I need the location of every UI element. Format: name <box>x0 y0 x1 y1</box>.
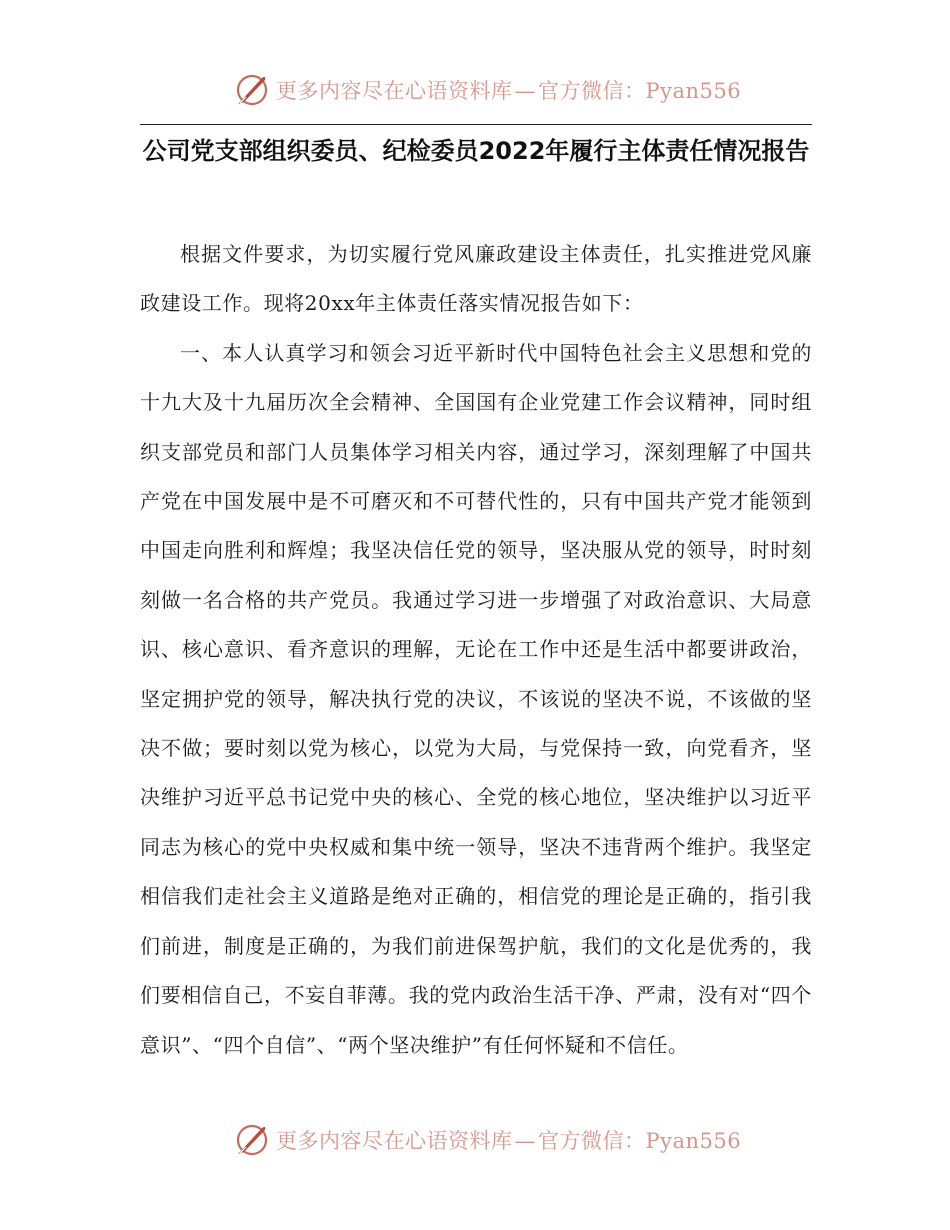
quill-logo-icon <box>232 70 272 110</box>
banner-wechat-id: Pyan556 <box>645 79 742 103</box>
document-title: 公司党支部组织委员、纪检委员2022年履行主体责任情况报告 <box>142 137 810 165</box>
banner-separator: — <box>514 79 536 103</box>
quill-logo-icon <box>232 1120 272 1160</box>
footer-banner <box>232 1120 752 1160</box>
banner-library-text: 更多内容尽在心语资料库 <box>276 79 513 103</box>
banner-wechat-label: 官方微信： <box>538 1129 646 1153</box>
paragraph-intro: 根据文件要求，为切实履行党风廉政建设主体责任，扎实推进党风廉政建设工作。现将20xx年主体责任落实情况报告如下： <box>140 242 812 316</box>
banner-text <box>276 1125 741 1155</box>
banner-wechat-label: 官方微信： <box>538 79 646 103</box>
banner-text <box>276 75 741 105</box>
paragraph-section-one: 一、本人认真学习和领会习近平新时代中国特色社会主义思想和党的十九大及十九届历次全会精神、全国国有企业党建工作会议精神，同时组织支部党员和部门人员集体学习相关内容，通过学习，深刻理解了中国共产党在中国发展中是不可磨灭和不可替代性的，只有中国共产党才能领到中国走向胜利和辉煌；我坚决信任党的领导，坚决服从党的领导，时时刻刻做一名合格的共产党员。我通过学习进一步增强了对政治意识、大局意识、核心意识、看齐意识的理解，无论在工作中还是生活中都要讲政治，坚定拥护党的领导，解决执行党的决议，不该说的坚决不说，不该做的坚决不做；要时刻以党为核心，以党为大局，与党保持一致，向党看齐，坚决维护习近平总书记党中央的核心、全党的核心地位，坚决维护以习近平同志为核心的党中央权威和集中统一领导，坚决不违背两个维护。我坚定相信我们走社会主义道路是绝对正确的，相信党的理论是正确的，指引我们前进，制度是正确的，为我们前进保驾护航，我们的文化是优秀的，我们要相信自己，不妄自菲薄。我的党内政治生活干净、严肃，没有对“四个意识”、“四个自信”、“两个坚决维护”有任何怀疑和不信任。 <box>140 340 812 1057</box>
document-body <box>140 230 812 1070</box>
banner-library-text: 更多内容尽在心语资料库 <box>276 1129 513 1153</box>
banner-wechat-id: Pyan556 <box>645 1129 742 1153</box>
header-banner <box>232 70 752 110</box>
banner-separator: — <box>514 1129 536 1153</box>
